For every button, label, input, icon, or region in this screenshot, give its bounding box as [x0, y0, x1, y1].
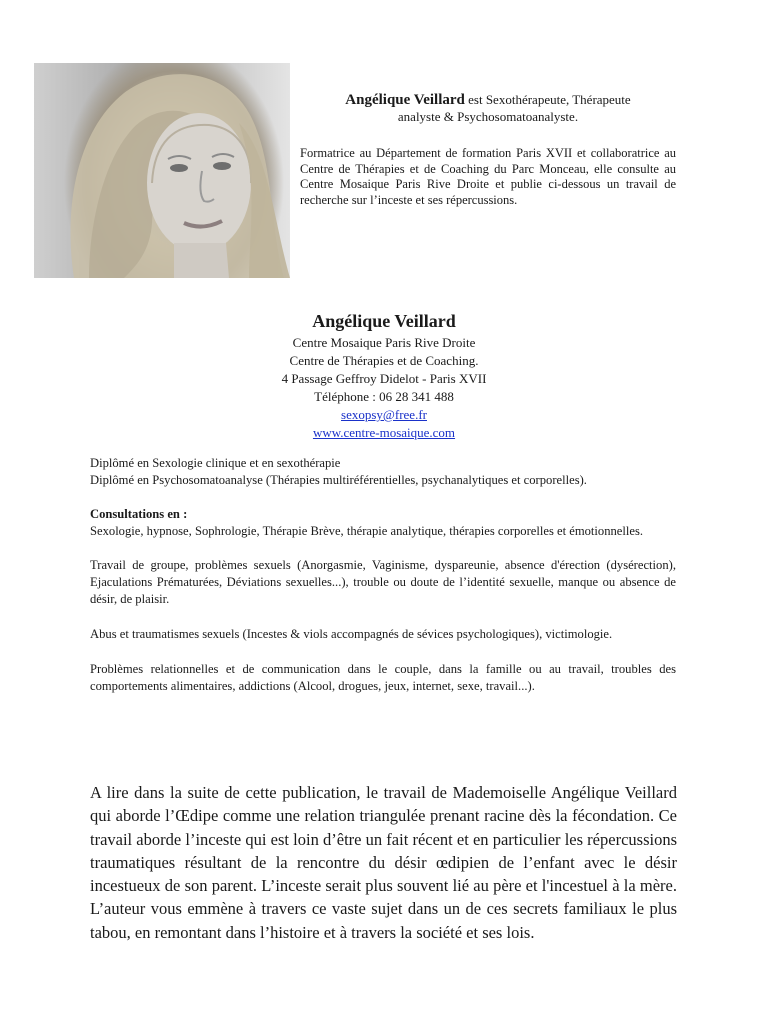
- intro-title-rest: est Sexothérapeute, Thérapeute: [464, 92, 631, 107]
- contact-website-link[interactable]: www.centre-mosaique.com: [312, 425, 456, 440]
- consultation-item: Problèmes relationnelles et de communication dans le couple, dans la famille ou au travail, troubles des comportements alimentaires, addictions (Alcool, drogues, jeux, internet, sexe, travail...).: [90, 662, 676, 693]
- diploma-line: Diplômé en Sexologie clinique et en sexothérapie: [90, 456, 341, 470]
- contact-email-link[interactable]: sexopsy@free.fr: [341, 407, 427, 422]
- summary-paragraph: A lire dans la suite de cette publication, le travail de Mademoiselle Angélique Veillard qui aborde l’Œdipe comme une relation triangulée prenant racine dès la fécondation. Ce travail aborde l’inceste qui est loin d’être un fait récent et en particulier les répercussions traumatiques résultant de la rencontre du désir œdipien de l’enfant avec le désir incestueux de son parent. L’inceste serait plus souvent lié au père et l'incestuel à la mère. L’auteur vous emmène à travers ce vaste sujet dans un de ces secrets familiaux le plus tabou, en remontant dans l’histoire et à travers la société et ses lois.: [90, 783, 677, 942]
- author-portrait-photo: [34, 63, 290, 278]
- intro-heading: [300, 92, 676, 124]
- contact-phone: Téléphone : 06 28 341 488: [314, 389, 454, 404]
- portrait-illustration: [34, 63, 290, 278]
- consultation-item: Travail de groupe, problèmes sexuels (Anorgasmie, Vaginisme, dyspareunie, absence d'érection (dysérection), Ejaculations Prématurées, Déviations sexuelles...), trouble ou doute de l’identité sexuelle, manque ou absence de désir, de plaisir.: [90, 558, 676, 606]
- contact-card: [0, 308, 768, 442]
- consultation-item: Abus et traumatismes sexuels (Incestes & viols accompagnés de sévices psychologiques), victimologie.: [90, 627, 613, 641]
- contact-name: Angélique Veillard: [312, 311, 456, 331]
- diploma-line: Diplômé en Psychosomatoanalyse (Thérapies multiréférentielles, psychanalytiques et corporelles).: [90, 473, 587, 487]
- intro-block: [300, 92, 676, 208]
- intro-name: Angélique Veillard: [345, 92, 465, 108]
- consultations-title: Consultations en :: [90, 507, 188, 521]
- contact-line-coaching: Centre de Thérapies et de Coaching.: [289, 353, 479, 368]
- contact-address: 4 Passage Geffroy Didelot - Paris XVII: [281, 371, 487, 386]
- intro-paragraph: Formatrice au Département de formation Paris XVII et collaboratrice au Centre de Thérapies et de Coaching du Parc Monceau, elle consulte au Centre Mosaique Paris Rive Droite et publie ci-dessous un travail de recherche sur l’inceste et ses répercussions.: [300, 146, 676, 207]
- contact-line-center: Centre Mosaique Paris Rive Droite: [292, 335, 476, 350]
- consultation-item: Sexologie, hypnose, Sophrologie, Thérapie Brève, thérapie analytique, thérapies corporelles et émotionnelles.: [90, 524, 644, 538]
- intro-title-line2: analyste & Psychosomatoanalyste.: [397, 108, 579, 124]
- qualifications-section: [90, 455, 676, 695]
